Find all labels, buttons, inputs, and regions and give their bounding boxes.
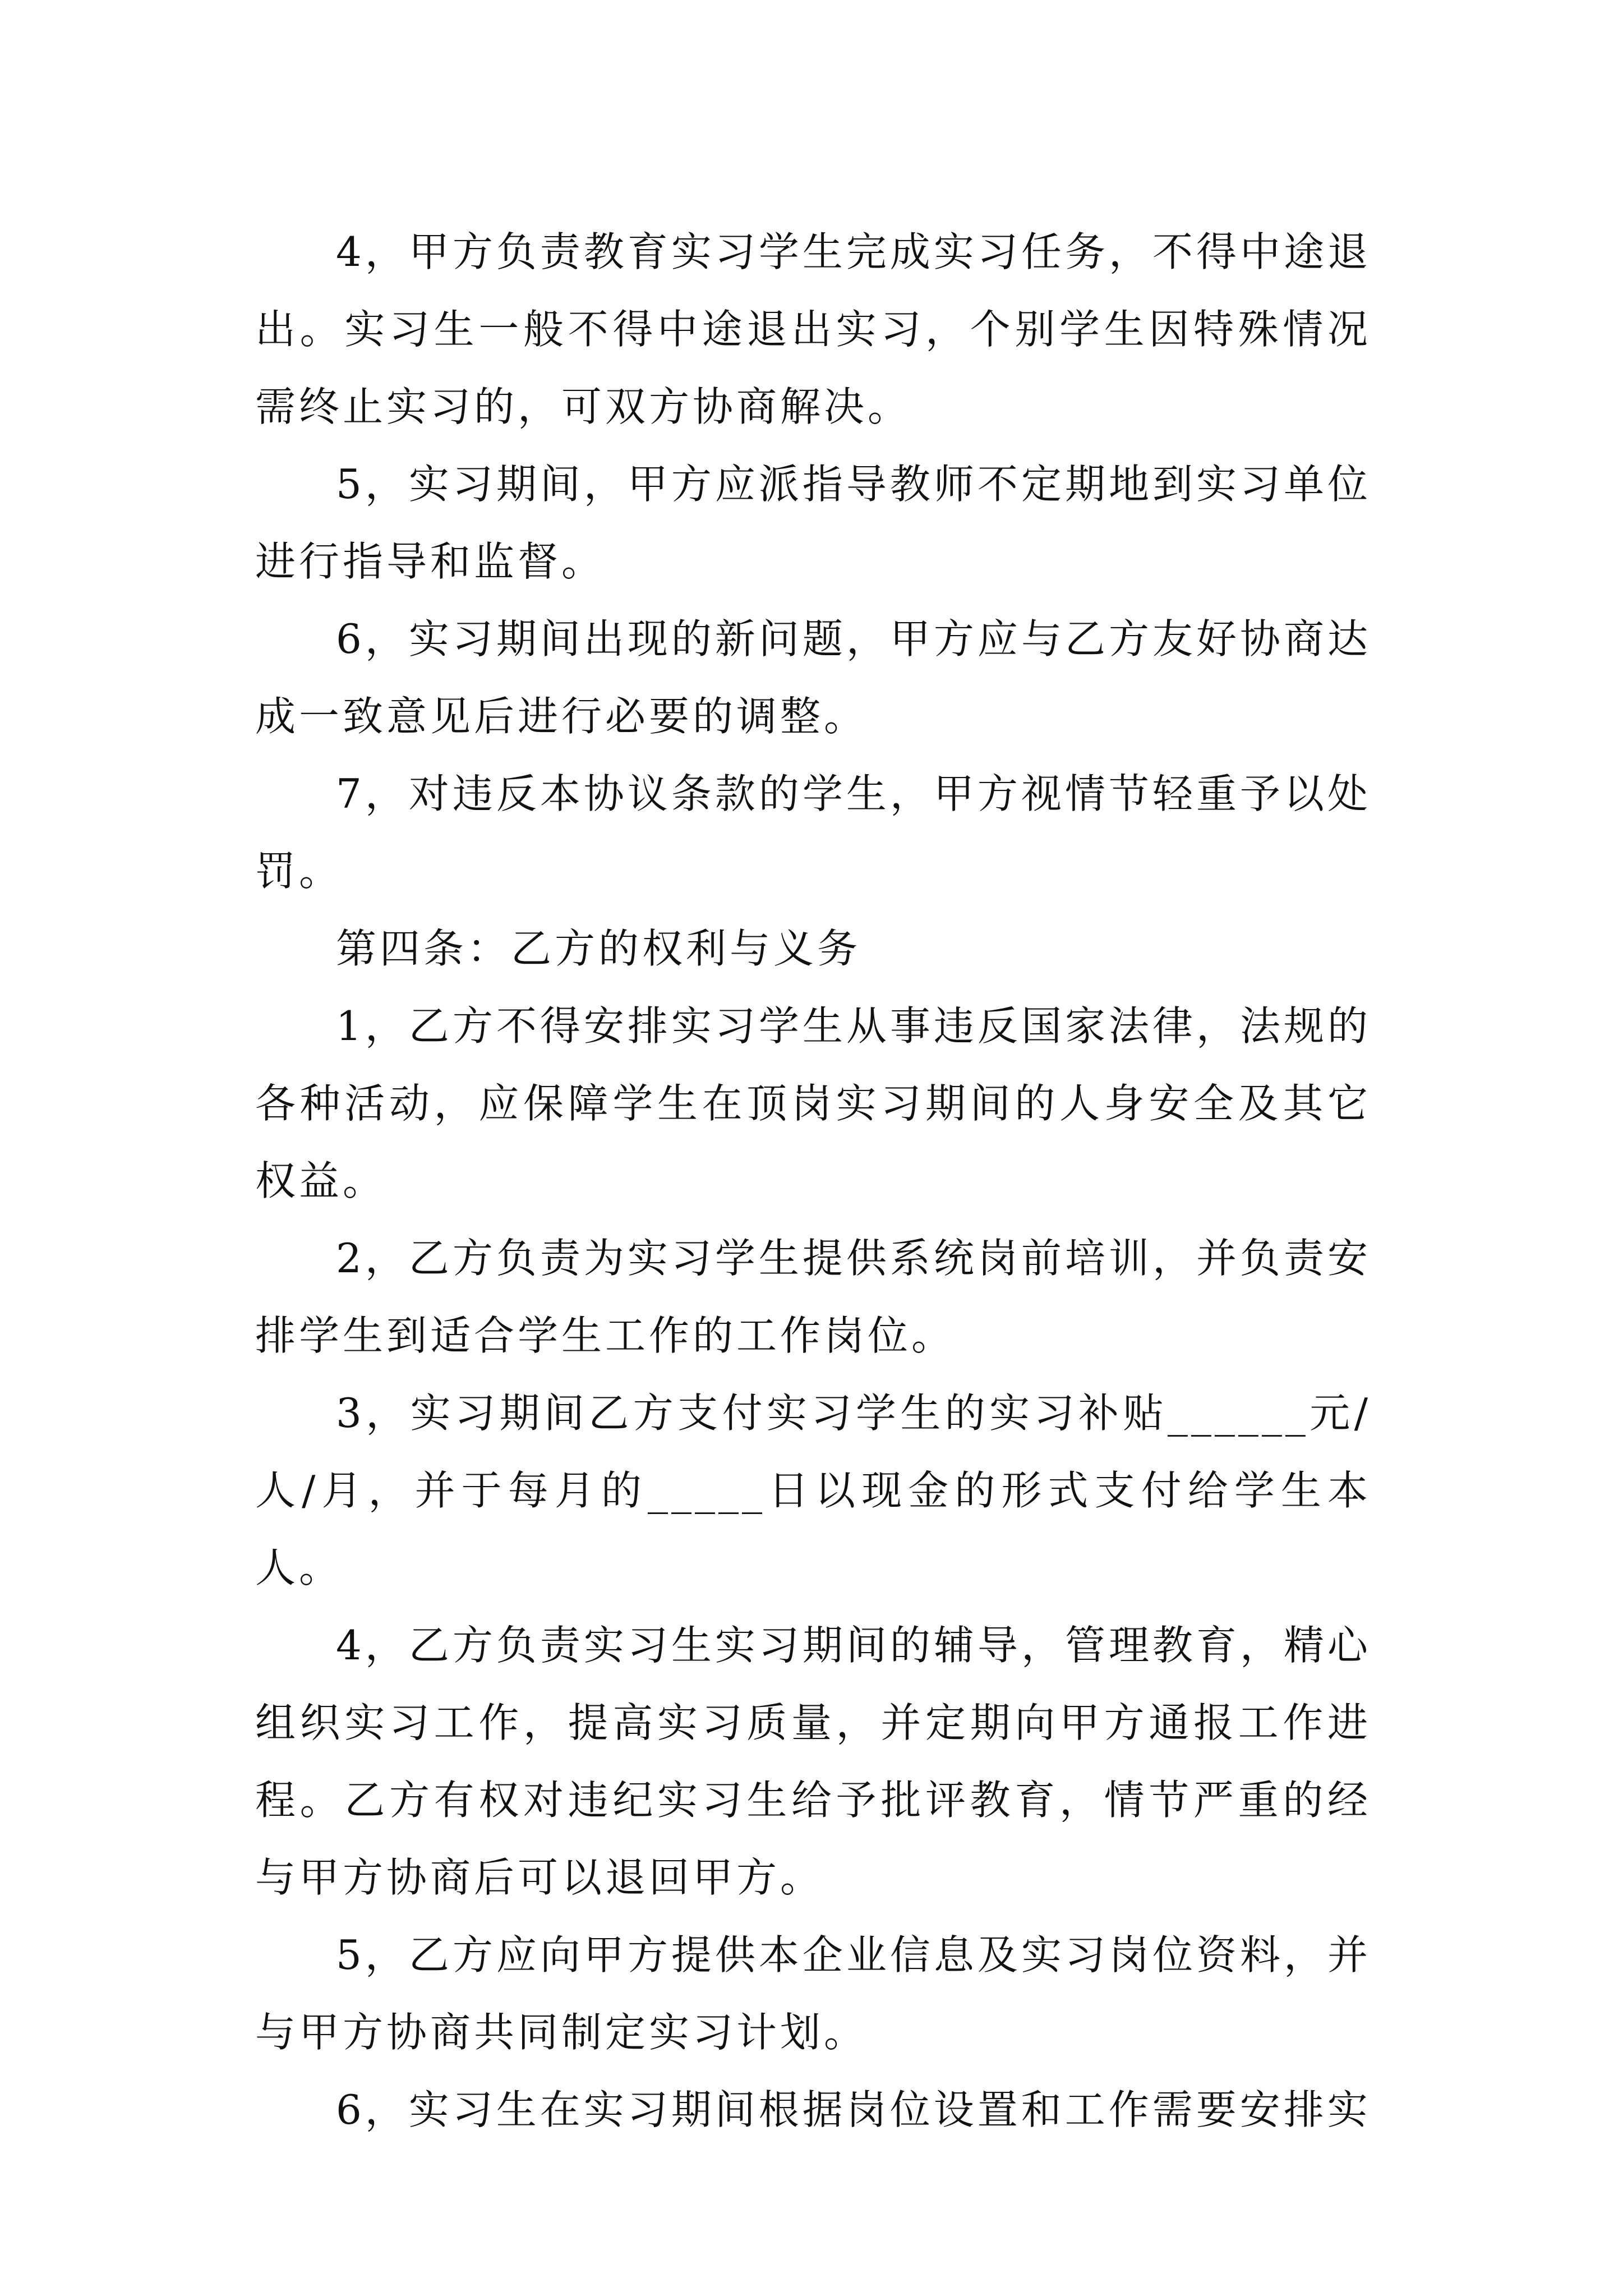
clause-paragraph: 2，乙方负责为实习学生提供系统岗前培训，并负责安排学生到适合学生工作的工作岗位。 xyxy=(255,1235,1371,1359)
clause-paragraph: 1，乙方不得安排实习学生从事违反国家法律，法规的各种活动，应保障学生在顶岗实习期间的人身安全及其它权益。 xyxy=(255,1002,1371,1204)
clause-paragraph: 4，乙方负责实习生实习期间的辅导，管理教育，精心组织实习工作，提高实习质量，并定期向甲方通报工作进程。乙方有权对违纪实习生给予批评教育，情节严重的经与甲方协商后可以退回甲方。 xyxy=(255,1622,1371,1901)
clause-paragraph: 6，实习生在实习期间根据岗位设置和工作需要安排实 xyxy=(336,2086,1371,2133)
clause-paragraph: 5，乙方应向甲方提供本企业信息及实习岗位资料，并与甲方协商共同制定实习计划。 xyxy=(255,1931,1371,2056)
clause-paragraph: 4，甲方负责教育实习学生完成实习任务，不得中途退出。实习生一般不得中途退出实习，个别学生因特殊情况需终止实习的，可双方协商解决。 xyxy=(255,228,1371,430)
article-heading: 第四条：乙方的权利与义务 xyxy=(336,925,861,972)
clause-paragraph: 3，实习期间乙方支付实习学生的实习补贴______元/人/月，并于每月的_____日以现金的形式支付给学生本人。 xyxy=(255,1389,1371,1591)
clause-paragraph: 7，对违反本协议条款的学生，甲方视情节轻重予以处罚。 xyxy=(255,770,1371,895)
document-body xyxy=(255,213,1371,2148)
clause-paragraph: 6，实习期间出现的新问题，甲方应与乙方友好协商达成一致意见后进行必要的调整。 xyxy=(255,615,1371,740)
clause-paragraph: 5，实习期间，甲方应派指导教师不定期地到实习单位进行指导和监督。 xyxy=(255,461,1371,585)
